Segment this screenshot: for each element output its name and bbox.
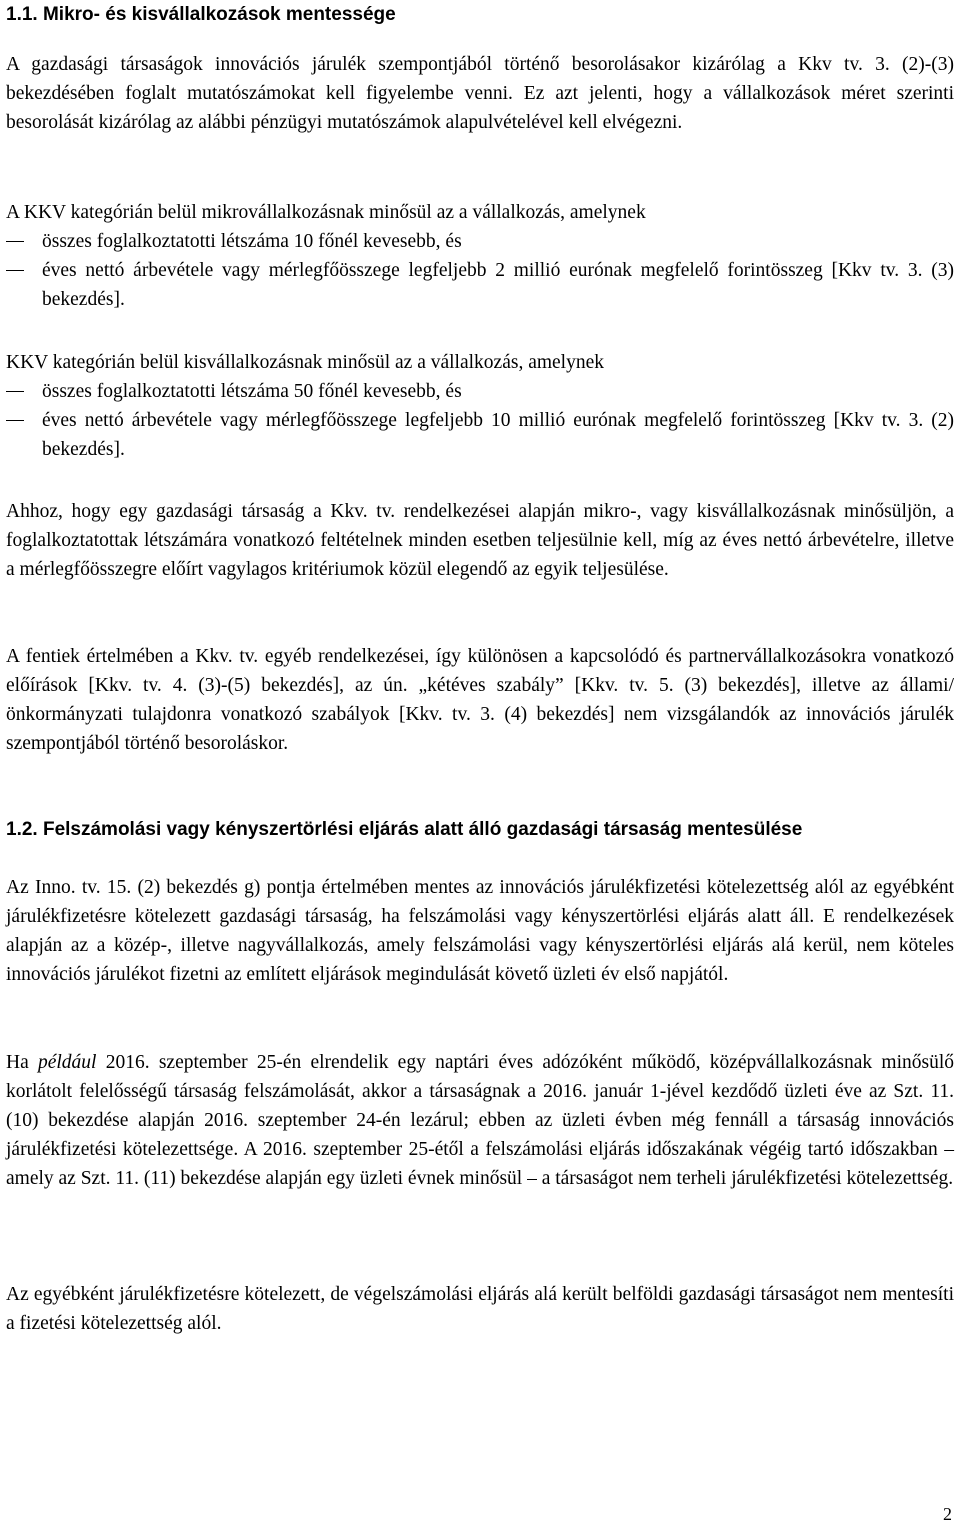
paragraph-example: Ha például 2016. szeptember 25-én elrendelik egy naptári éves adózóként működő, középvállalkozásnak minősülő korlátolt felelősségű társaság felszámolását, akkor a társaságnak a 2016. január 1-jével kezdődő üzleti éve az Szt. 11. (10) bekezdése alapján 2016. szeptember 24-én lezárul; ebben az üzleti évben még fennáll a társaság innovációs járulékfizetési kötelezettsége. A 2016. szeptember 25-étől a felszámolási eljárás időszakának végéig tartó időszakban – amely az Szt. 11. (11) bekezdése alapján egy üzleti évnek minősül – a társaságot nem terheli járulékfizetési kötelezettség. xyxy=(6,1052,954,1189)
dash-bullet xyxy=(6,420,24,421)
small-enterprise-criteria-list xyxy=(6,377,954,464)
paragraph-intro: A gazdasági társaságok innovációs járulék szempontjából történő besorolásakor kizárólag a Kkv tv. 3. (2)-(3) bekezdésében foglalt mutatószámokat kell figyelembe venni. Ez azt jelenti, hogy a vállalkozások méret szerinti besorolását kizárólag az alábbi pénzügyi mutatószámok alapulvételével kell elvégezni. xyxy=(6,54,954,133)
section-heading-1-1: 1.1. Mikro- és kisvállalkozások mentessége xyxy=(6,4,396,25)
dash-bullet xyxy=(6,241,24,242)
paragraph-other-provisions: A fentiek értelmében a Kkv. tv. egyéb rendelkezései, így különösen a kapcsolódó és partnervállalkozásokra vonatkozó előírások [Kkv. tv. 4. (3)-(5) bekezdés], az ún. „kétéves szabály” [Kkv. tv. 5. (3) bekezdés], illetve az állami/önkormányzati tulajdonra vonatkozó szabályok [Kkv. tv. 3. (4) bekezdés] nem vizsgálandók az innovációs járulék szempontjából történő besoroláskor. xyxy=(6,646,954,754)
paragraph-winding-up: Az egyébként járulékfizetésre kötelezett, de végelszámolási eljárás alá került belföldi gazdasági társaságot nem mentesíti a fizetési kötelezettség alól. xyxy=(6,1284,954,1334)
micro-enterprise-criteria-list xyxy=(6,227,954,314)
list-item: éves nettó árbevétele vagy mérlegfőösszege legfeljebb 2 millió eurónak megfelelő forintösszeg [Kkv tv. 3. (3) bekezdés]. xyxy=(6,256,954,314)
small-enterprise-intro: KKV kategórián belül kisvállalkozásnak minősül az a vállalkozás, amelynek xyxy=(6,352,604,373)
paragraph-exemption: Az Inno. tv. 15. (2) bekezdés g) pontja értelmében mentes az innovációs járulékfizetési kötelezettség alól az egyébként járulékfizetésre kötelezett gazdasági társaság, ha felszámolási vagy kényszertörlési eljárás alatt áll. E rendelkezések alapján az a közép-, illetve nagyvállalkozás, amely felszámolási vagy kényszertörlési eljárás alá kerül, nem köteles innovációs járulékot fizetni az említett eljárások megindulását követő üzleti év első napjától. xyxy=(6,877,954,985)
paragraph-conditions: Ahhoz, hogy egy gazdasági társaság a Kkv. tv. rendelkezései alapján mikro-, vagy kisvállalkozásnak minősüljön, a foglalkoztatottak létszámára vonatkozó feltételnek minden esetben teljesülnie kell, míg az éves nettó árbevételre, illetve a mérlegfőösszegre előírt vagylagos kritériumok közül elegendő az egyik teljesülése. xyxy=(6,501,954,580)
list-item: összes foglalkoztatotti létszáma 50 főnél kevesebb, és xyxy=(6,377,954,406)
section-heading-1-2: 1.2. Felszámolási vagy kényszertörlési eljárás alatt álló gazdasági társaság mentesülése xyxy=(6,819,803,840)
dash-bullet xyxy=(6,391,24,392)
page-number: 2 xyxy=(943,1504,952,1524)
dash-bullet xyxy=(6,270,24,271)
list-item: éves nettó árbevétele vagy mérlegfőösszege legfeljebb 10 millió eurónak megfelelő forintösszeg [Kkv tv. 3. (2) bekezdés]. xyxy=(6,406,954,464)
italic-example-word: például xyxy=(37,1052,97,1073)
micro-enterprise-intro: A KKV kategórián belül mikrovállalkozásnak minősül az a vállalkozás, amelynek xyxy=(6,202,646,223)
list-item: összes foglalkoztatotti létszáma 10 főnél kevesebb, és xyxy=(6,227,954,256)
